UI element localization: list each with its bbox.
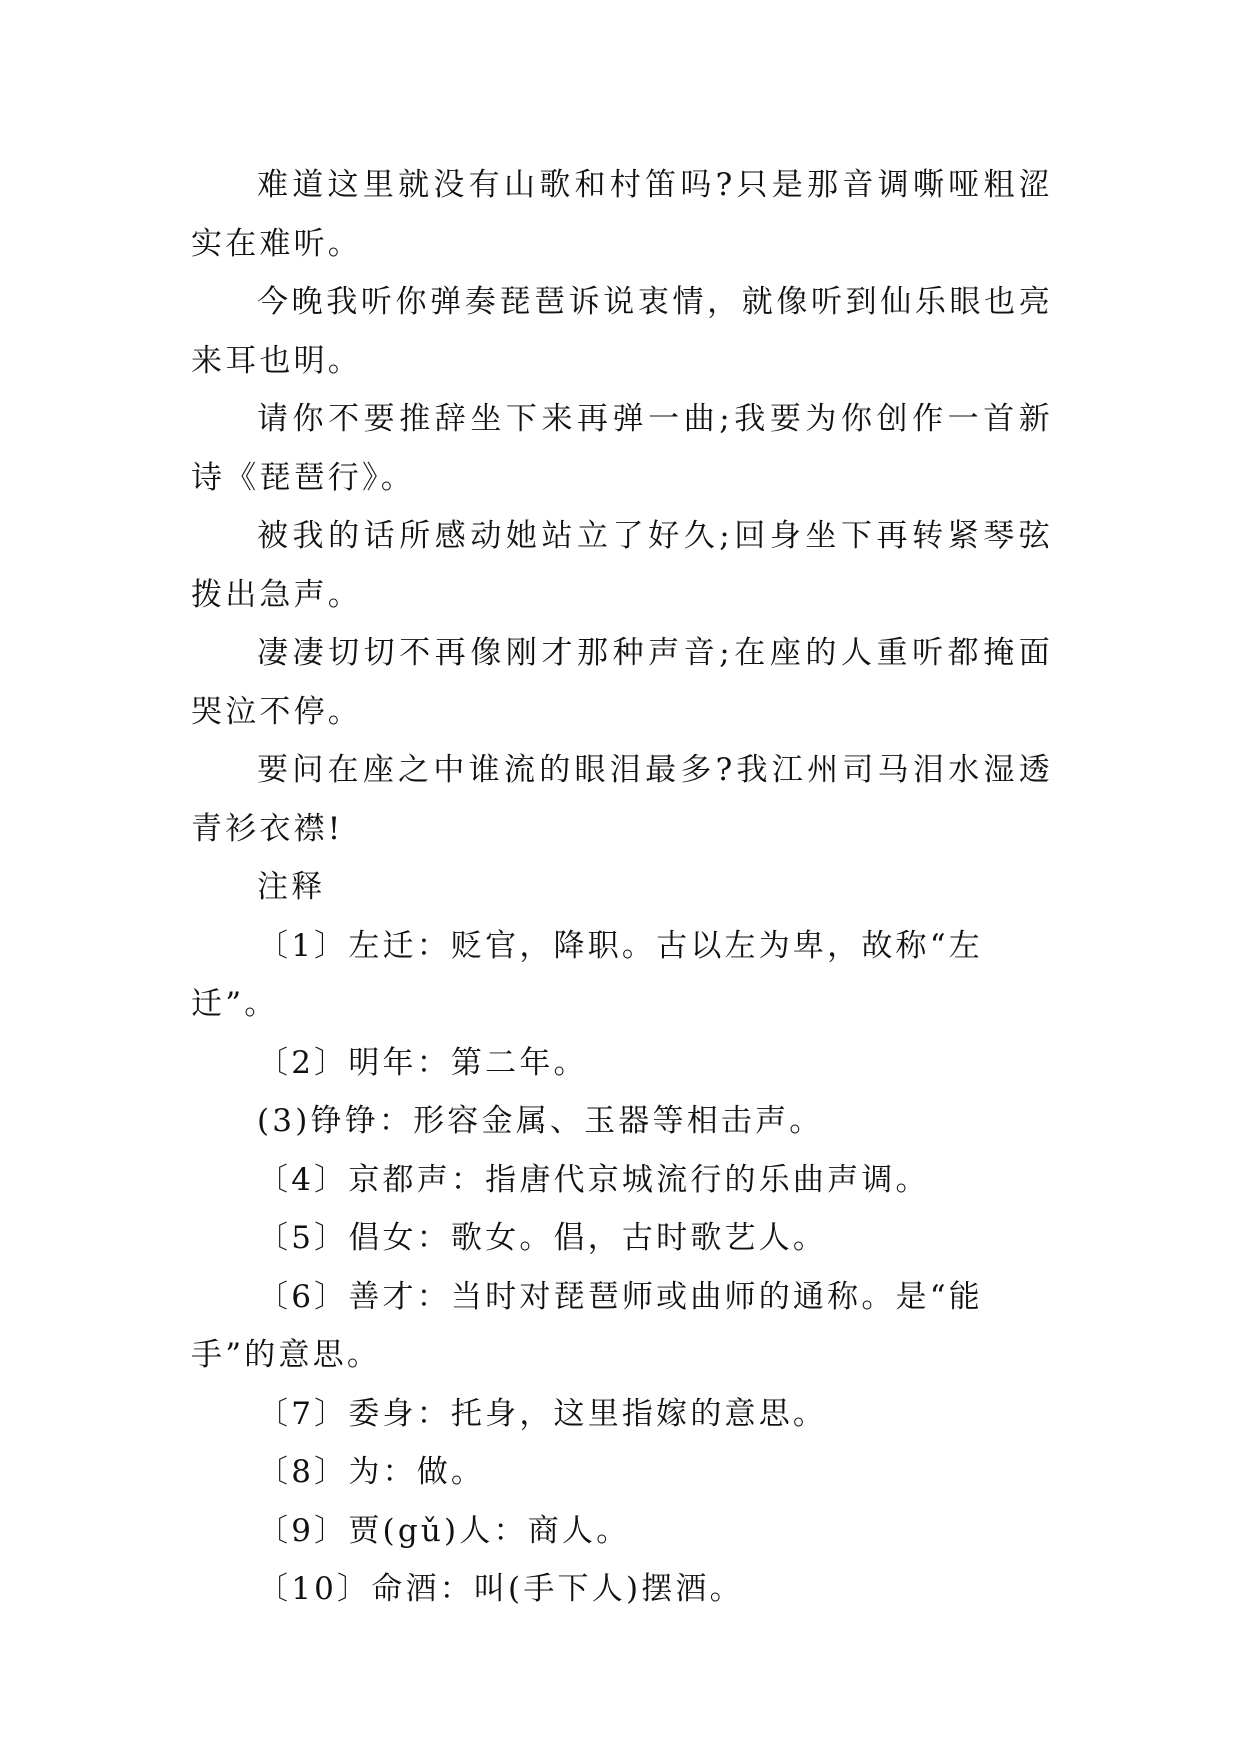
paragraph: 凄凄切切不再像刚才那种声音;在座的人重听都掩面哭泣不停。 [191, 635, 1053, 730]
note-item: 〔8〕为：做。 [257, 1454, 486, 1490]
paragraph: 要问在座之中谁流的眼泪最多?我江州司马泪水湿透青衫衣襟! [191, 752, 1053, 847]
note-item: 〔4〕京都声：指唐代京城流行的乐曲声调。 [257, 1161, 930, 1198]
note-item: (3)铮铮：形容金属、玉器等相击声。 [257, 1103, 824, 1139]
note-item: 〔6〕善才：当时对琵琶师或曲师的通称。是“能手”的意思。 [191, 1278, 983, 1373]
paragraph: 难道这里就没有山歌和村笛吗?只是那音调嘶哑粗涩实在难听。 [191, 167, 1053, 262]
note-item: 〔5〕倡女：歌女。倡，古时歌艺人。 [257, 1220, 828, 1256]
note-item: 〔7〕委身：托身，这里指嫁的意思。 [257, 1395, 828, 1432]
note-item: 〔9〕贾(gǔ)人：商人。 [257, 1512, 631, 1549]
note-item: 〔10〕命酒：叫(手下人)摆酒。 [257, 1571, 744, 1607]
note-item: 〔1〕左迁：贬官，降职。古以左为卑，故称“左迁”。 [191, 927, 983, 1022]
document-body [191, 156, 1053, 1619]
paragraph: 被我的话所感动她站立了好久;回身坐下再转紧琴弦拨出急声。 [191, 518, 1053, 613]
paragraph: 请你不要推辞坐下来再弹一曲;我要为你创作一首新诗《琵琶行》。 [191, 401, 1053, 496]
paragraph: 今晚我听你弹奏琵琶诉说衷情，就像听到仙乐眼也亮来耳也明。 [191, 284, 1053, 379]
notes-heading: 注释 [257, 869, 326, 905]
note-item: 〔2〕明年：第二年。 [257, 1044, 588, 1081]
